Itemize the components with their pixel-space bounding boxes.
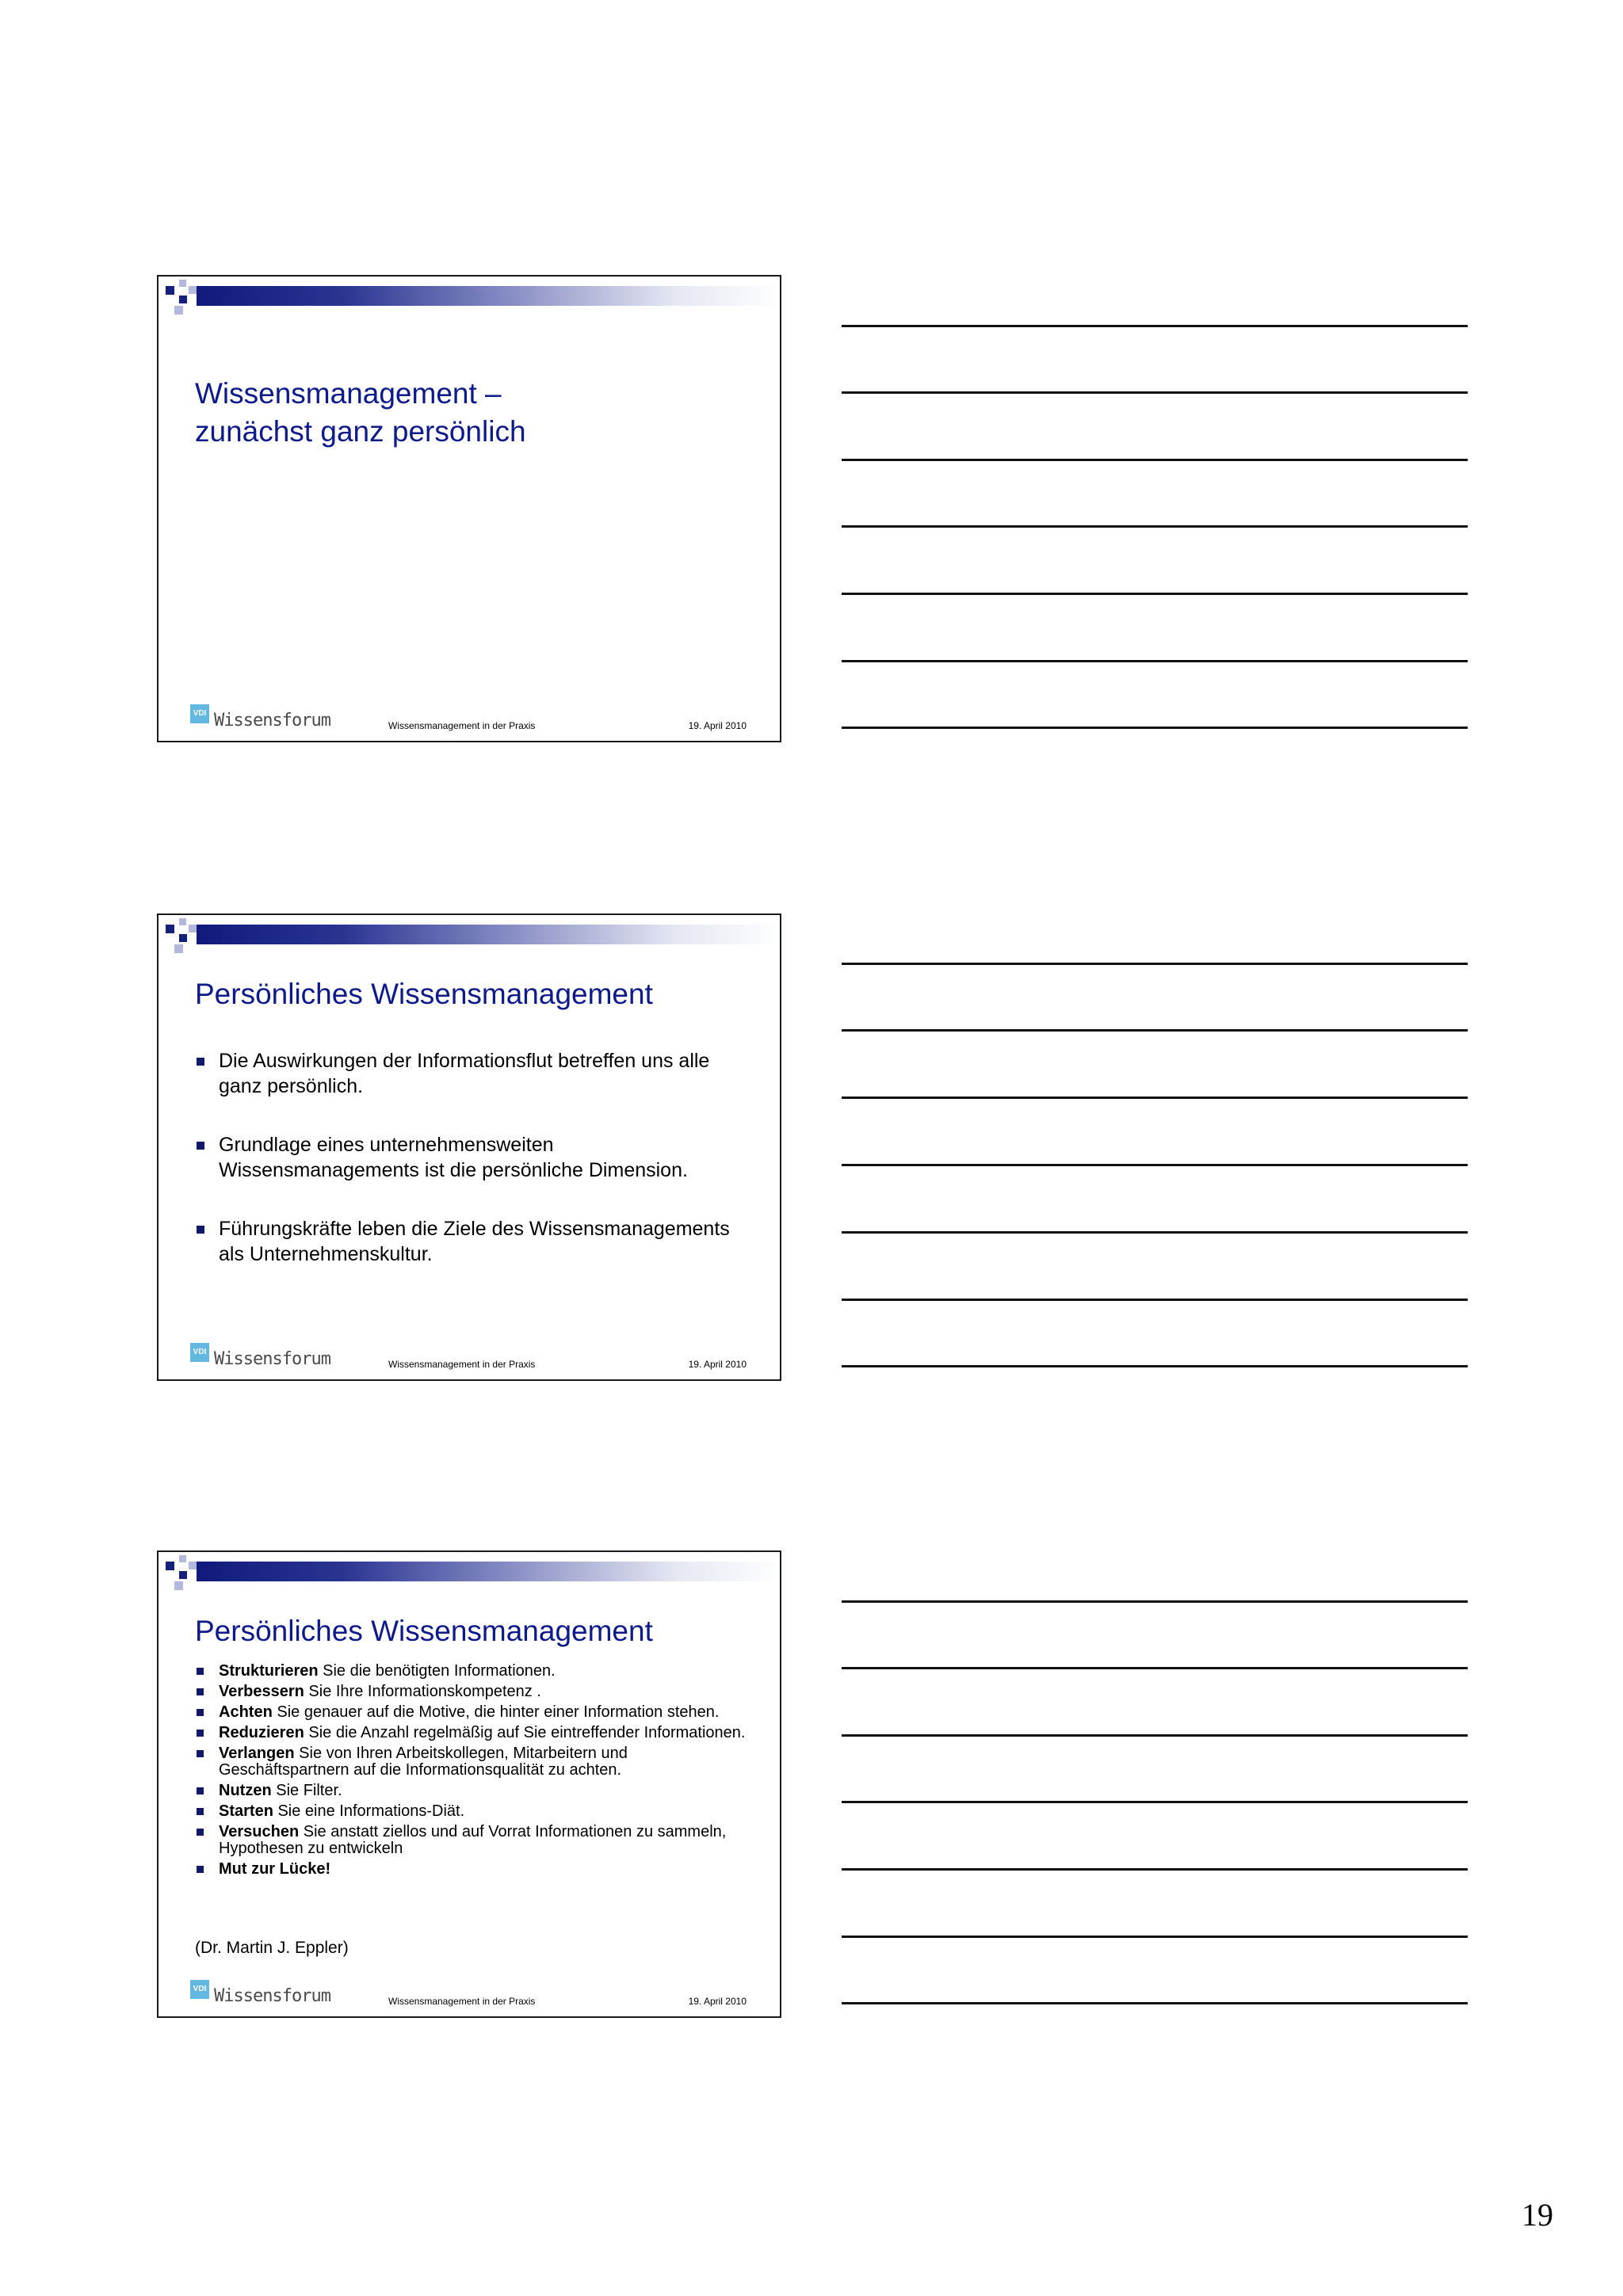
slide-3 bbox=[157, 1550, 781, 2018]
footer-presentation-title: Wissensmanagement in der Praxis bbox=[388, 1996, 536, 2007]
attribution-text: (Dr. Martin J. Eppler) bbox=[195, 1939, 349, 1957]
vdi-logo-badge: VDI bbox=[190, 1980, 209, 1999]
decor-square bbox=[166, 286, 174, 295]
bullet-square-icon bbox=[197, 1226, 204, 1234]
bullet-text: Grundlage eines unternehmensweiten Wissensmanagements ist die persönliche Dimension. bbox=[219, 1134, 688, 1181]
vdi-logo-badge: VDI bbox=[190, 1343, 209, 1362]
bullet-square-icon bbox=[197, 1142, 204, 1150]
decor-square bbox=[179, 1571, 187, 1579]
note-line bbox=[842, 1299, 1468, 1301]
slide-title bbox=[195, 375, 526, 451]
decor-square bbox=[174, 306, 183, 315]
bullet-item bbox=[195, 1704, 748, 1721]
bullet-bold-text: Achten bbox=[219, 1703, 273, 1721]
bullet-item bbox=[195, 1783, 748, 1799]
bullet-list bbox=[195, 1048, 748, 1300]
bullet-text: Sie anstatt ziellos und auf Vorrat Informationen zu sammeln, Hypothesen zu entwickeln bbox=[219, 1823, 727, 1857]
decor-square bbox=[189, 1562, 197, 1569]
note-line bbox=[842, 1164, 1468, 1166]
bullet-text: Sie Filter. bbox=[271, 1782, 342, 1799]
bullet-item bbox=[195, 1824, 748, 1857]
bullet-square-icon bbox=[197, 1058, 204, 1066]
decor-square bbox=[174, 1581, 183, 1590]
bullet-square-icon bbox=[197, 1709, 204, 1716]
bullet-text: Sie die Anzahl regelmäßig auf Sie eintreffender Informationen. bbox=[304, 1724, 746, 1741]
slide-title-line: Persönliches Wissensmanagement bbox=[195, 978, 653, 1010]
bullet-bold-text: Reduzieren bbox=[219, 1724, 304, 1741]
decor-square bbox=[179, 918, 186, 925]
decor-square bbox=[179, 934, 187, 942]
footer-presentation-title: Wissensmanagement in der Praxis bbox=[388, 720, 536, 731]
bullet-text: Sie von Ihren Arbeitskollegen, Mitarbeitern und Geschäftspartnern auf die Informationsqualität zu achten. bbox=[219, 1745, 628, 1779]
decor-square bbox=[166, 925, 174, 933]
note-line bbox=[842, 459, 1468, 461]
decor-square bbox=[189, 925, 197, 933]
bullet-item bbox=[195, 1663, 748, 1680]
bullet-text: Sie genauer auf die Motive, die hinter einer Information stehen. bbox=[272, 1703, 720, 1721]
decor-square bbox=[189, 286, 197, 294]
note-line bbox=[842, 660, 1468, 662]
bullet-item bbox=[195, 1725, 748, 1741]
bullet-text: Führungskräfte leben die Ziele des Wissensmanagements als Unternehmenskultur. bbox=[219, 1218, 730, 1265]
decor-square bbox=[179, 296, 187, 303]
bullet-item bbox=[195, 1803, 748, 1820]
note-line bbox=[842, 1868, 1468, 1871]
decor-square bbox=[174, 944, 183, 953]
slide-2 bbox=[157, 913, 781, 1381]
bullet-text: Die Auswirkungen der Informationsflut betreffen uns alle ganz persönlich. bbox=[219, 1050, 710, 1097]
footer-presentation-title: Wissensmanagement in der Praxis bbox=[388, 1359, 536, 1370]
note-line bbox=[842, 1667, 1468, 1669]
note-line bbox=[842, 391, 1468, 394]
bullet-square-icon bbox=[197, 1688, 204, 1695]
bullet-square-icon bbox=[197, 1787, 204, 1794]
bullet-bold-text: Verlangen bbox=[219, 1745, 295, 1762]
decor-square bbox=[179, 280, 186, 287]
bullet-item bbox=[195, 1861, 748, 1878]
bullet-item bbox=[195, 1684, 748, 1700]
note-line bbox=[842, 727, 1468, 729]
slide-title bbox=[195, 975, 653, 1013]
note-line bbox=[842, 1365, 1468, 1367]
slide-title-line: zunächst ganz persönlich bbox=[195, 415, 526, 448]
bullet-bold-text: Nutzen bbox=[219, 1782, 272, 1799]
page-number: 19 bbox=[1522, 2197, 1553, 2233]
bullet-text: Sie Ihre Informationskompetenz . bbox=[304, 1683, 541, 1700]
decor-square bbox=[166, 1562, 174, 1570]
note-line bbox=[842, 593, 1468, 595]
note-line bbox=[842, 525, 1468, 528]
bullet-bold-text: Starten bbox=[219, 1802, 273, 1820]
bullet-bold-text: Verbessern bbox=[219, 1683, 304, 1700]
logo-wordmark: Wissensforum bbox=[214, 1349, 330, 1369]
vdi-logo-badge: VDI bbox=[190, 704, 209, 723]
note-line bbox=[842, 1936, 1468, 1938]
logo-wordmark: Wissensforum bbox=[214, 1986, 330, 2006]
slide-header-bar bbox=[197, 925, 781, 944]
slide-1 bbox=[157, 275, 781, 742]
slide-title-line: Persönliches Wissensmanagement bbox=[195, 1615, 653, 1647]
footer-date: 19. April 2010 bbox=[688, 1996, 747, 2007]
note-line bbox=[842, 2002, 1468, 2004]
bullet-list bbox=[195, 1663, 748, 1882]
bullet-square-icon bbox=[197, 1730, 204, 1737]
decor-square bbox=[179, 1555, 186, 1562]
slide-header-bar bbox=[197, 286, 781, 306]
slide-title-line: Wissensmanagement – bbox=[195, 377, 502, 410]
note-line bbox=[842, 1801, 1468, 1803]
logo-wordmark: Wissensforum bbox=[214, 711, 330, 730]
bullet-bold-text: Strukturieren bbox=[219, 1662, 319, 1680]
bullet-square-icon bbox=[197, 1829, 204, 1836]
note-line bbox=[842, 1734, 1468, 1737]
bullet-bold-text: Mut zur Lücke! bbox=[219, 1860, 331, 1878]
slide-title bbox=[195, 1612, 653, 1650]
note-line bbox=[842, 1029, 1468, 1032]
bullet-square-icon bbox=[197, 1808, 204, 1815]
note-line bbox=[842, 325, 1468, 327]
bullet-bold-text: Versuchen bbox=[219, 1823, 300, 1840]
footer-date: 19. April 2010 bbox=[688, 1359, 747, 1370]
note-line bbox=[842, 1600, 1468, 1603]
bullet-item bbox=[195, 1745, 748, 1779]
note-line bbox=[842, 1231, 1468, 1234]
bullet-text: Sie eine Informations-Diät. bbox=[273, 1802, 465, 1820]
bullet-square-icon bbox=[197, 1750, 204, 1757]
footer-date: 19. April 2010 bbox=[688, 720, 747, 731]
note-line bbox=[842, 963, 1468, 965]
bullet-text: Sie die benötigten Informationen. bbox=[318, 1662, 556, 1680]
bullet-item bbox=[195, 1132, 748, 1183]
bullet-square-icon bbox=[197, 1866, 204, 1873]
bullet-item bbox=[195, 1216, 748, 1267]
bullet-item bbox=[195, 1048, 748, 1099]
note-line bbox=[842, 1097, 1468, 1099]
slide-header-bar bbox=[197, 1562, 781, 1581]
bullet-square-icon bbox=[197, 1668, 204, 1675]
